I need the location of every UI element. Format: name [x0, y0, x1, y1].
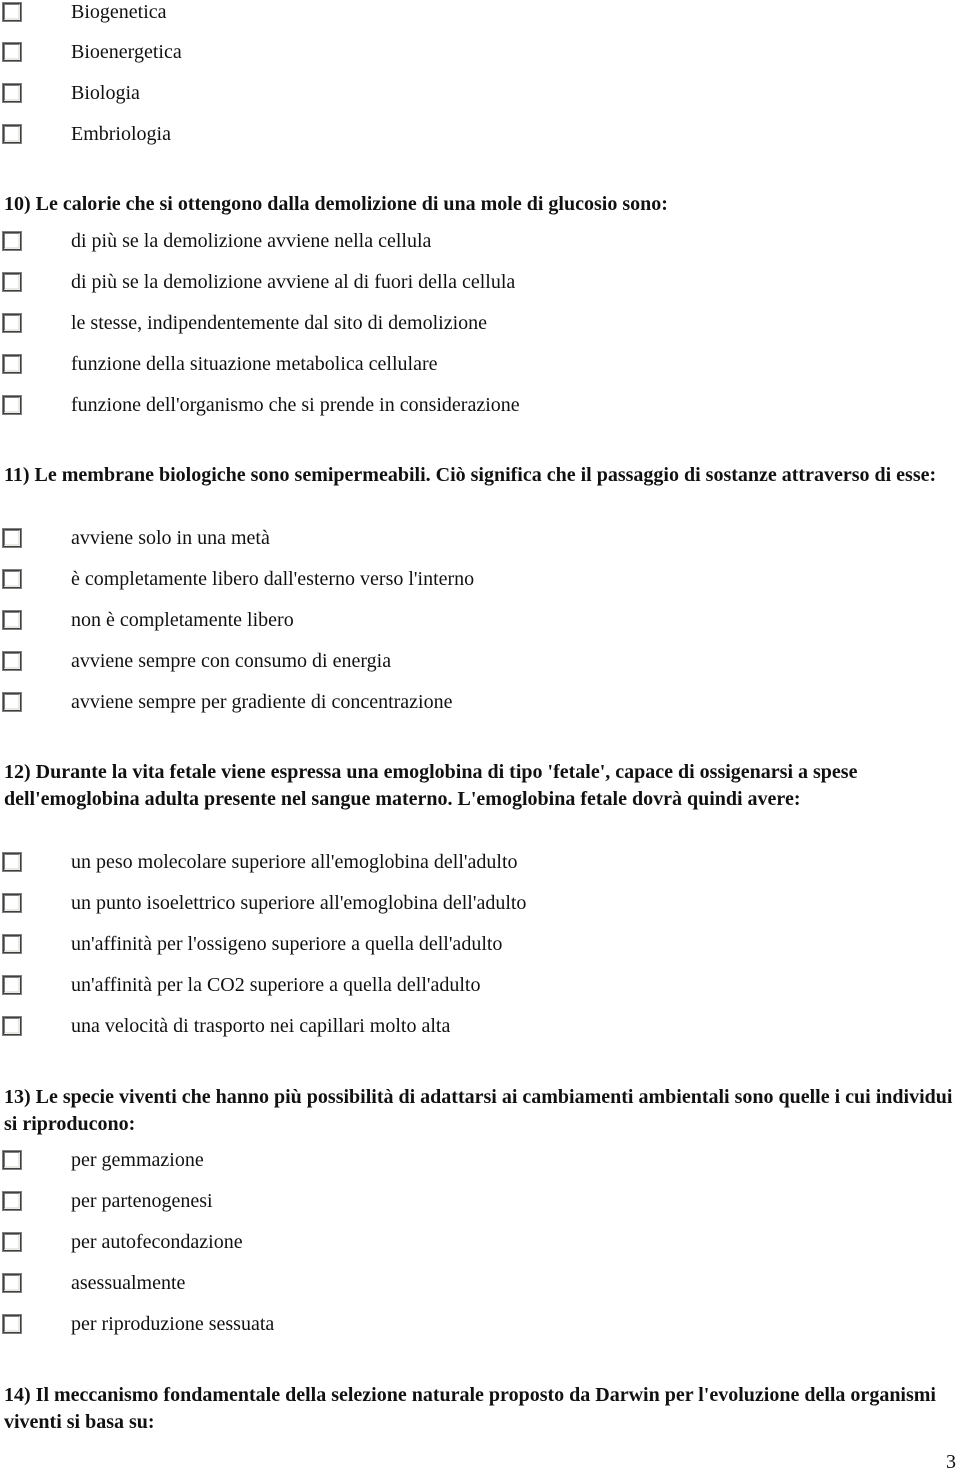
option-label: avviene sempre con consumo di energia	[71, 650, 392, 672]
option-label: un punto isoelettrico superiore all'emoglobina dell'adulto	[71, 892, 527, 914]
checkbox-icon[interactable]	[2, 83, 22, 103]
option-label: per gemmazione	[71, 1149, 204, 1171]
option-label: le stesse, indipendentemente dal sito di demolizione	[71, 312, 488, 334]
checkbox-icon[interactable]	[2, 1191, 22, 1211]
answer-option[interactable]	[0, 37, 900, 67]
checkbox-icon[interactable]	[2, 1016, 22, 1036]
question-text: 14) Il meccanismo fondamentale della selezione naturale proposto da Darwin per l'evoluzione della organismi viventi si basa su:	[4, 1384, 936, 1433]
option-label: per autofecondazione	[71, 1231, 243, 1253]
option-label: Biologia	[71, 82, 140, 104]
option-label: di più se la demolizione avviene nella cellula	[71, 230, 432, 252]
option-label: per riproduzione sessuata	[71, 1313, 275, 1335]
option-label: una velocità di trasporto nei capillari molto alta	[71, 1015, 451, 1037]
answer-option[interactable]	[0, 1309, 900, 1339]
checkbox-icon[interactable]	[2, 42, 22, 62]
checkbox-icon[interactable]	[2, 1314, 22, 1334]
option-label: non è completamente libero	[71, 609, 294, 631]
checkbox-icon[interactable]	[2, 313, 22, 333]
checkbox-icon[interactable]	[2, 893, 22, 913]
answer-option[interactable]	[0, 267, 900, 297]
answer-option[interactable]	[0, 847, 900, 877]
answer-option[interactable]	[0, 349, 900, 379]
answer-option[interactable]	[0, 0, 900, 27]
checkbox-icon[interactable]	[2, 651, 22, 671]
answer-option[interactable]	[0, 687, 900, 717]
answer-option[interactable]	[0, 929, 900, 959]
page-number: 3	[946, 1451, 956, 1473]
answer-option[interactable]	[0, 1145, 900, 1175]
checkbox-icon[interactable]	[2, 975, 22, 995]
answer-option[interactable]	[0, 564, 900, 594]
question-text: 13) Le specie viventi che hanno più possibilità di adattarsi ai cambiamenti ambientali sono quelle i cui individui si riproducono:	[4, 1086, 953, 1135]
checkbox-icon[interactable]	[2, 569, 22, 589]
answer-option[interactable]	[0, 1186, 900, 1216]
answer-option[interactable]	[0, 1011, 900, 1041]
option-label: Bioenergetica	[71, 41, 182, 63]
checkbox-icon[interactable]	[2, 528, 22, 548]
checkbox-icon[interactable]	[2, 2, 22, 22]
question-text: 11) Le membrane biologiche sono semipermeabili. Ciò significa che il passaggio di sostanze attraverso di esse:	[4, 464, 937, 486]
answer-option[interactable]	[0, 605, 900, 635]
answer-option[interactable]	[0, 888, 900, 918]
option-label: per partenogenesi	[71, 1190, 213, 1212]
checkbox-icon[interactable]	[2, 852, 22, 872]
checkbox-icon[interactable]	[2, 610, 22, 630]
checkbox-icon[interactable]	[2, 1273, 22, 1293]
option-label: un'affinità per la CO2 superiore a quella dell'adulto	[71, 974, 481, 996]
option-label: un peso molecolare superiore all'emoglobina dell'adulto	[71, 851, 518, 873]
option-label: avviene sempre per gradiente di concentrazione	[71, 691, 453, 713]
checkbox-icon[interactable]	[2, 1150, 22, 1170]
answer-option[interactable]	[0, 390, 900, 420]
option-label: è completamente libero dall'esterno verso l'interno	[71, 568, 475, 590]
checkbox-icon[interactable]	[2, 231, 22, 251]
answer-option[interactable]	[0, 119, 900, 149]
question-text: 10) Le calorie che si ottengono dalla demolizione di una mole di glucosio sono:	[4, 193, 668, 215]
option-label: di più se la demolizione avviene al di fuori della cellula	[71, 271, 516, 293]
answer-option[interactable]	[0, 1268, 900, 1298]
answer-option[interactable]	[0, 226, 900, 256]
option-label: funzione dell'organismo che si prende in considerazione	[71, 394, 520, 416]
option-label: Biogenetica	[71, 1, 167, 23]
answer-option[interactable]	[0, 1227, 900, 1257]
checkbox-icon[interactable]	[2, 934, 22, 954]
checkbox-icon[interactable]	[2, 124, 22, 144]
checkbox-icon[interactable]	[2, 272, 22, 292]
answer-option[interactable]	[0, 523, 900, 553]
option-label: un'affinità per l'ossigeno superiore a quella dell'adulto	[71, 933, 503, 955]
question-text: 12) Durante la vita fetale viene espressa una emoglobina di tipo 'fetale', capace di ossigenarsi a spese dell'emoglobina adulta presente nel sangue materno. L'emoglobina fetale dovrà quindi avere:	[4, 761, 858, 810]
answer-option[interactable]	[0, 78, 900, 108]
option-label: asessualmente	[71, 1272, 186, 1294]
answer-option[interactable]	[0, 646, 900, 676]
checkbox-icon[interactable]	[2, 1232, 22, 1252]
option-label: funzione della situazione metabolica cellulare	[71, 353, 438, 375]
checkbox-icon[interactable]	[2, 692, 22, 712]
option-label: avviene solo in una metà	[71, 527, 270, 549]
option-label: Embriologia	[71, 123, 171, 145]
answer-option[interactable]	[0, 970, 900, 1000]
checkbox-icon[interactable]	[2, 395, 22, 415]
checkbox-icon[interactable]	[2, 354, 22, 374]
answer-option[interactable]	[0, 308, 900, 338]
